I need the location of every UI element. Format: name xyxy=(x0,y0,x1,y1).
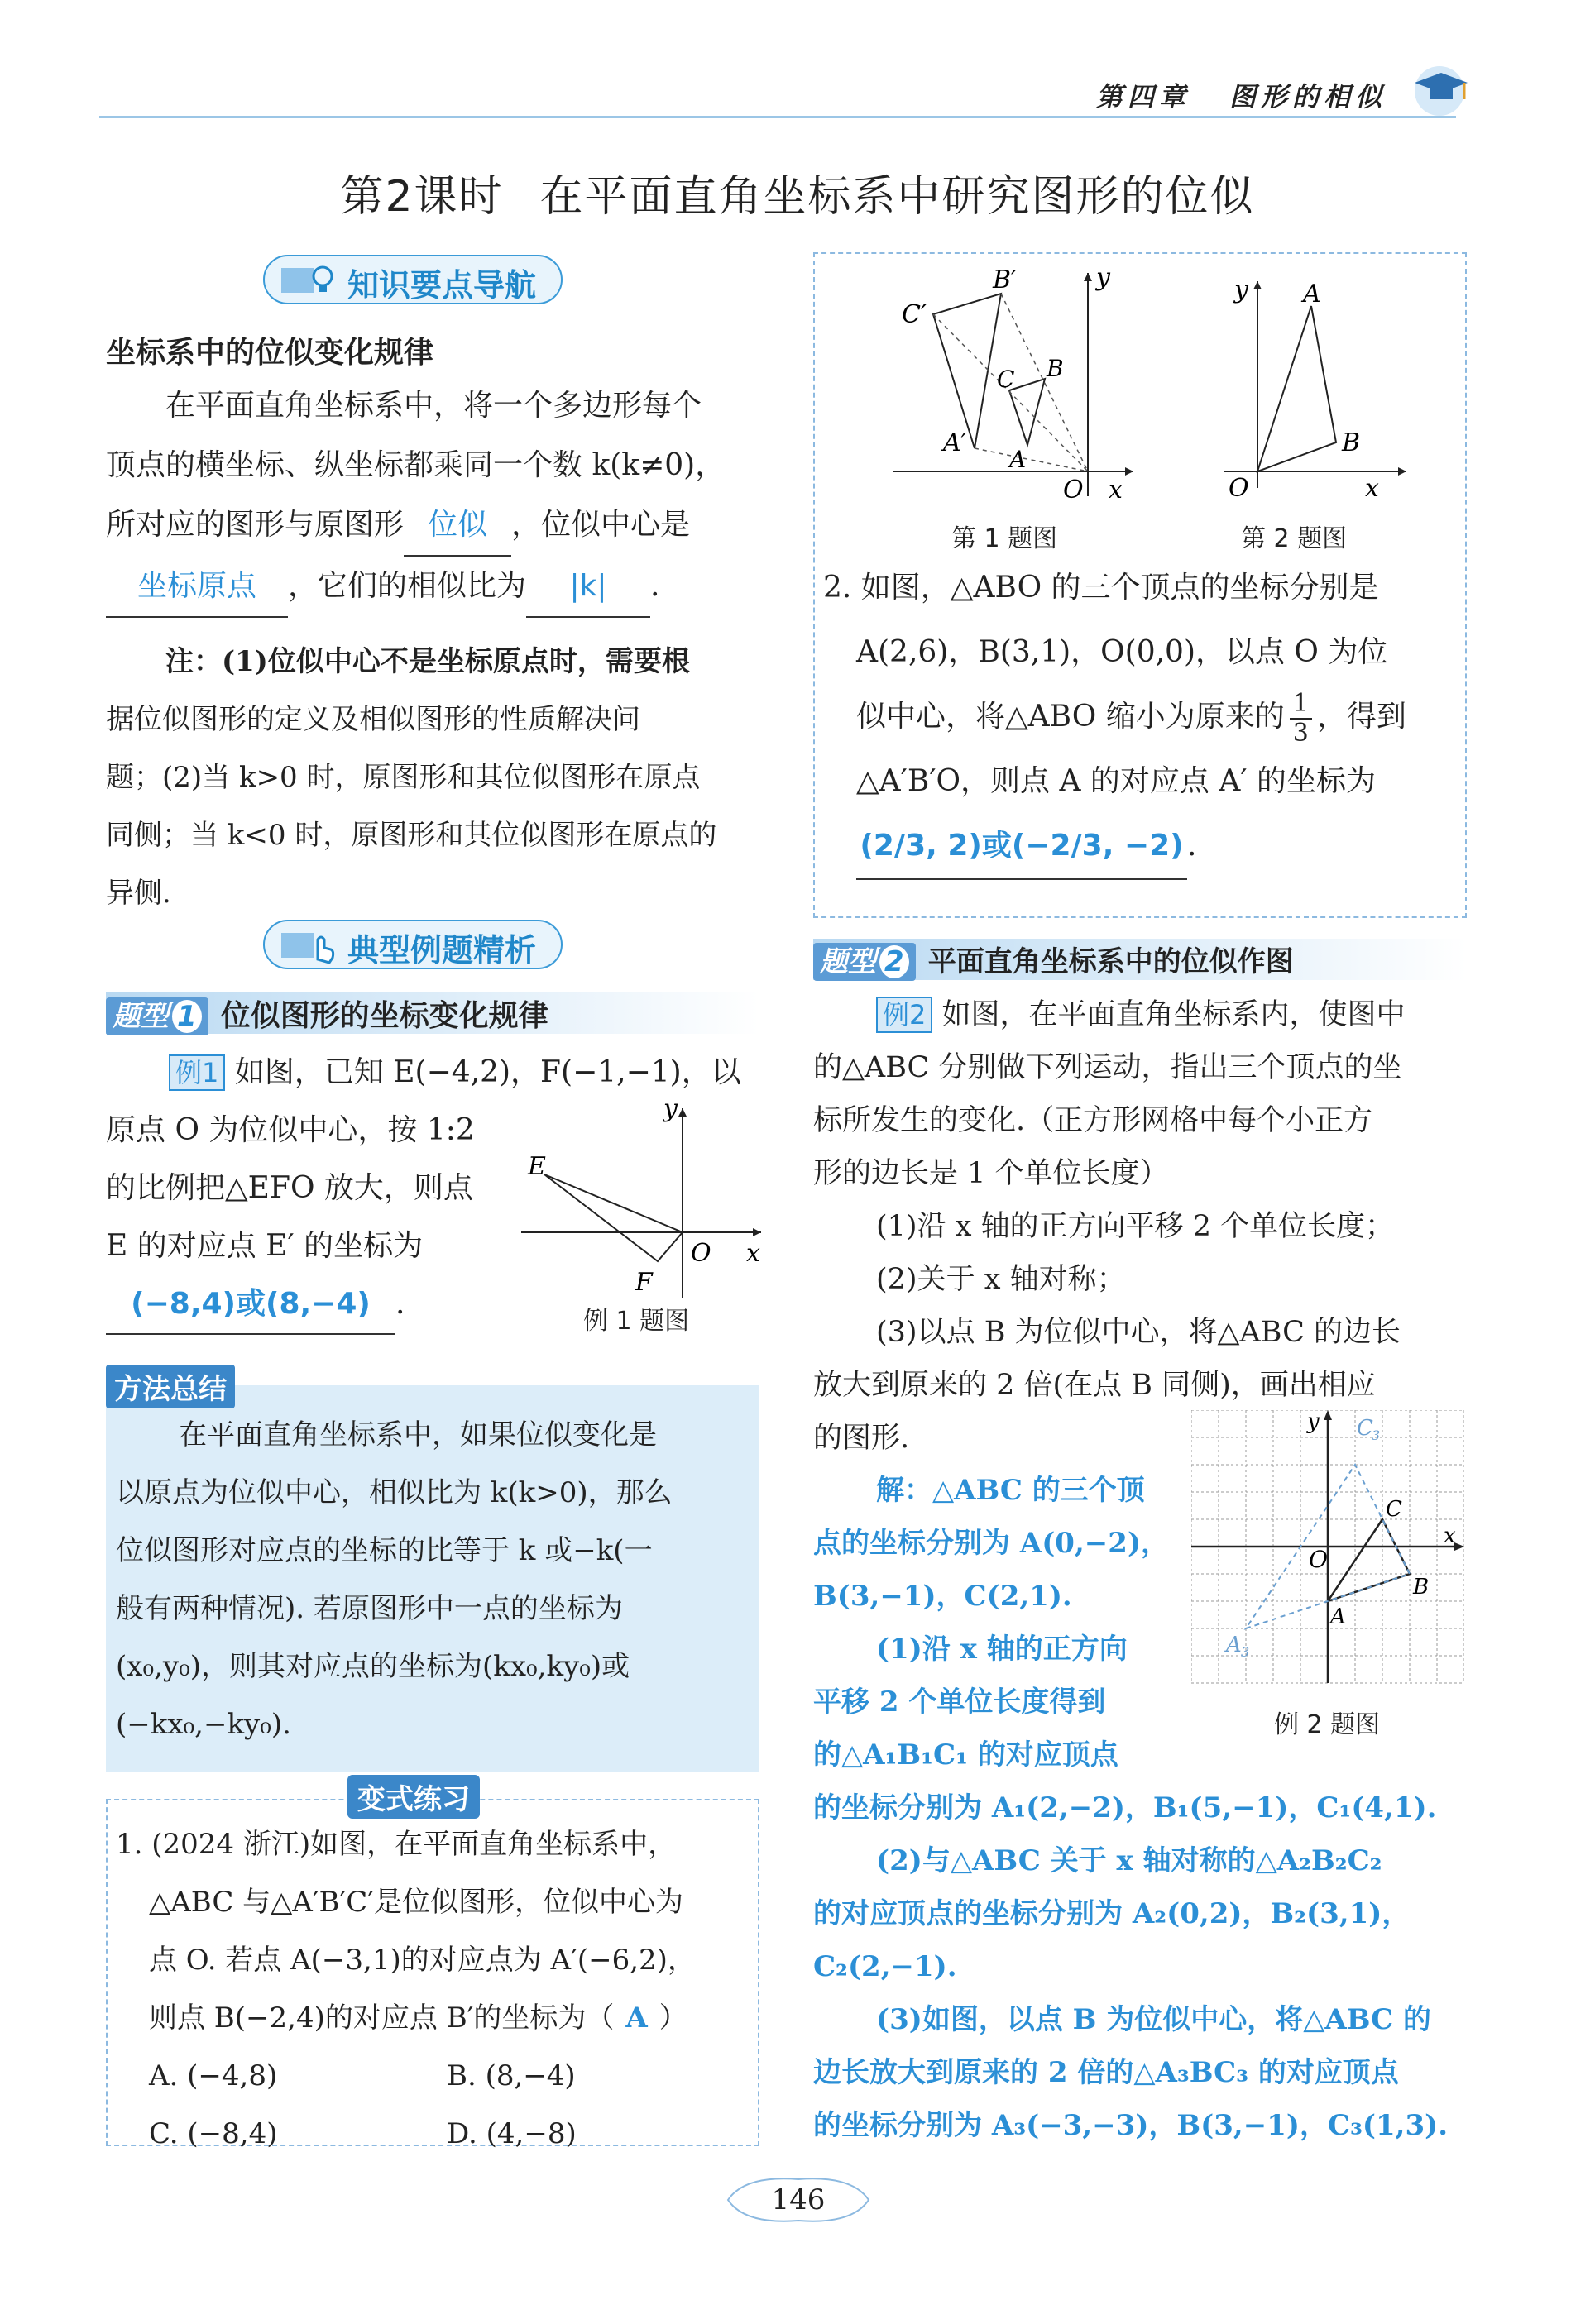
figure1-diagram xyxy=(885,256,1150,504)
figure2-diagram xyxy=(1216,265,1423,504)
header-rule xyxy=(99,116,1456,118)
lesson-number: 第2课时 xyxy=(340,172,504,222)
knowledge-note: 注：(1)位似中心不是坐标原点时，需要根 据位似图形的定义及相似图形的性质解决问 题；(2)当 k>0 时，原图形和其位似图形在原点 同侧；当 k<0 时，原图形和其位似图形在原点的 异侧. xyxy=(106,645,717,910)
type-tag: 题型 1 xyxy=(106,997,208,1035)
example2-text: 例2 如图，在平面直角坐标系内，使图中 的△ABC 分别做下列运动，指出三个顶点的坐 标所发生的变化.（正方形网格中每个小正方 形的边长是 1 个单位长度） (1)沿 x 轴的正方向平移 2 个单位长度； (2)关于 x 轴对称； (3)以点 B 为位似中心，将△ABC 的边长 放大到原来的 2 倍(在点 B 同侧)，画出相应 的图形. xyxy=(813,998,1406,1455)
blank-answer: 位似 xyxy=(404,495,511,557)
option-a: A. (−4,8) xyxy=(149,2059,278,2092)
svg-text:A: A xyxy=(1226,1633,1242,1657)
svg-text:O: O xyxy=(1309,1546,1328,1573)
option-d: D. (4,−8) xyxy=(447,2117,577,2150)
graduation-cap-icon xyxy=(1406,58,1473,124)
svg-text:C: C xyxy=(1357,1416,1373,1441)
figure1-caption: 第 1 题图 xyxy=(951,524,1058,553)
pointing-hand-icon xyxy=(280,926,338,964)
type2-header xyxy=(813,939,1467,980)
svg-text:O: O xyxy=(1229,474,1249,503)
chapter-header xyxy=(1096,76,1387,114)
example1-text: 例1 如图，已知 E(−4,2)，F(−1,−1)，以 原点 O 为位似中心，按 1:2 的比例把△EFO 放大，则点 E 的对应点 E′ 的坐标为 (−8,4)或(8,−4) . xyxy=(106,1044,768,1335)
type1-title: 位似图形的坐标变化规律 xyxy=(220,999,548,1033)
method-text: 在平面直角坐标系中，如果位似变化是 以原点为位似中心，相似比为 k(k>0)，那么 位似图形对应点的坐标的比等于 k 或−k(一 般有两种情况). 若原图形中一点的坐标为 (x₀,y₀)，则其对应点的坐标为(kx₀,ky₀)或 (−kx₀,−ky₀). xyxy=(116,1418,673,1741)
question2-answer: (2/3, 2)或(−2/3, −2) xyxy=(856,814,1187,880)
figure2-caption: 第 2 题图 xyxy=(1241,524,1348,553)
svg-text:x: x xyxy=(746,1239,760,1268)
chapter-number: 第四章 xyxy=(1096,81,1191,112)
method-tag: 方法总结 xyxy=(106,1365,235,1408)
type-tag: 题型 2 xyxy=(813,943,916,981)
svg-text:y: y xyxy=(1096,263,1110,292)
svg-text:x: x xyxy=(1444,1523,1456,1548)
example2-grid-figure xyxy=(1191,1410,1464,1691)
example1-answer: (−8,4)或(8,−4) xyxy=(106,1275,395,1335)
blank-answer: 坐标原点 xyxy=(106,557,288,618)
chapter-title: 图形的相似 xyxy=(1229,81,1387,112)
solution-part-a: 解：△ABC 的三个顶 点的坐标分别为 A(0,−2)， B(3,−1)，C(2,1). (1)沿 x 轴的正方向 平移 2 个单位长度得到 的△A₁B₁C₁ 的对应顶点 xyxy=(813,1474,1170,1772)
svg-text:A′: A′ xyxy=(943,428,967,457)
svg-text:y: y xyxy=(663,1094,678,1123)
svg-text:B: B xyxy=(1413,1575,1430,1600)
blank-answer: |k| xyxy=(526,557,650,618)
knowledge-line: 坐标原点 ，它们的相似比为 |k| . xyxy=(106,557,768,618)
page-number: 146 xyxy=(771,2183,826,2216)
example2-caption: 例 2 题图 xyxy=(1274,1710,1381,1739)
svg-text:B′: B′ xyxy=(993,265,1017,294)
example1-caption: 例 1 题图 xyxy=(583,1307,690,1336)
knowledge-heading: 坐标系中的位似变化规律 xyxy=(106,336,434,370)
variation-question: 1. (2024 浙江)如图，在平面直角坐标系中， △ABC 与△A′B′C′是位似图形，位似中心为 点 O. 若点 A(−3,1)的对应点为 A′(−6,2)， 则点 B(−2,4)的对应点 B′的坐标为（ A ） A. (−4,8) B. (8,−4) C. (−8,4) D. (4,−8) xyxy=(116,1815,753,2163)
lesson-title: 在平面直角坐标系中研究图形的位似 xyxy=(539,172,1255,222)
svg-text:C′: C′ xyxy=(902,300,927,329)
fraction-numerator: 1 xyxy=(1290,690,1312,720)
knowledge-body xyxy=(106,376,768,618)
svg-text:B: B xyxy=(1342,428,1361,457)
svg-text:3: 3 xyxy=(1372,1427,1381,1443)
svg-text:A: A xyxy=(1303,280,1321,308)
type2-title: 平面直角坐标系中的位似作图 xyxy=(927,945,1294,978)
knowledge-banner: 知识要点导航 xyxy=(263,255,563,304)
svg-text:F: F xyxy=(635,1268,653,1297)
svg-text:x: x xyxy=(1109,476,1123,504)
knowledge-line: 所对应的图形与原图形 位似 ，位似中心是 xyxy=(106,495,768,557)
knowledge-line: 顶点的横坐标、纵坐标都乘同一个数 k(k≠0)， xyxy=(106,448,726,482)
svg-text:y: y xyxy=(1234,275,1248,304)
svg-text:O: O xyxy=(1063,476,1084,504)
variation-answer: A xyxy=(625,2001,648,2035)
option-c: C. (−8,4) xyxy=(149,2117,278,2150)
question2-text: 2. 如图，△ABO 的三个顶点的坐标分别是 A(2,6)，B(3,1)，O(0,0)，以点 O 为位 似中心，将△ABO 缩小为原来的 $\frac{1}{3}$ ，得到 △A′B′O，则点 A 的对应点 A′ 的坐标为 (2/3, 2)或(−2/3, −2) . xyxy=(823,556,1460,880)
knowledge-line: 在平面直角坐标系中，将一个多边形每个 xyxy=(165,389,702,423)
svg-text:C: C xyxy=(1386,1497,1402,1522)
fraction-denominator: 3 xyxy=(1292,719,1309,748)
svg-text:E: E xyxy=(528,1152,546,1181)
page-title xyxy=(0,161,1595,223)
solution-part-b: 的坐标分别为 A₁(2,−2)，B₁(5,−1)，C₁(4,1). (2)与△ABC 关于 x 轴对称的△A₂B₂C₂ 的对应顶点的坐标分别为 A₂(0,2)，B₂(3,1)， C₂(2,−1). (3)如图，以点 B 为位似中心，将△ABC 的 边长放大到原来的 2 倍的△A₃BC₃ 的对应顶点 的坐标分别为 A₃(−3,−3)，B(3,−1)，C₃(1,3). xyxy=(813,1791,1449,2142)
svg-text:x: x xyxy=(1365,474,1379,503)
example1-figure xyxy=(513,1083,769,1307)
svg-text:A: A xyxy=(1009,446,1027,473)
option-b: B. (8,−4) xyxy=(447,2059,576,2092)
svg-text:3: 3 xyxy=(1241,1644,1250,1660)
svg-text:B: B xyxy=(1047,355,1064,382)
type1-header xyxy=(106,992,759,1034)
svg-text:A: A xyxy=(1330,1604,1346,1629)
svg-text:y: y xyxy=(1307,1410,1320,1434)
variation-tag: 变式练习 xyxy=(347,1775,480,1819)
example-tag: 例2 xyxy=(876,997,932,1033)
lightbulb-icon xyxy=(280,261,338,299)
svg-text:O: O xyxy=(691,1239,711,1268)
example-tag: 例1 xyxy=(169,1054,225,1091)
svg-text:C: C xyxy=(997,366,1015,393)
examples-banner: 典型例题精析 xyxy=(263,920,563,969)
